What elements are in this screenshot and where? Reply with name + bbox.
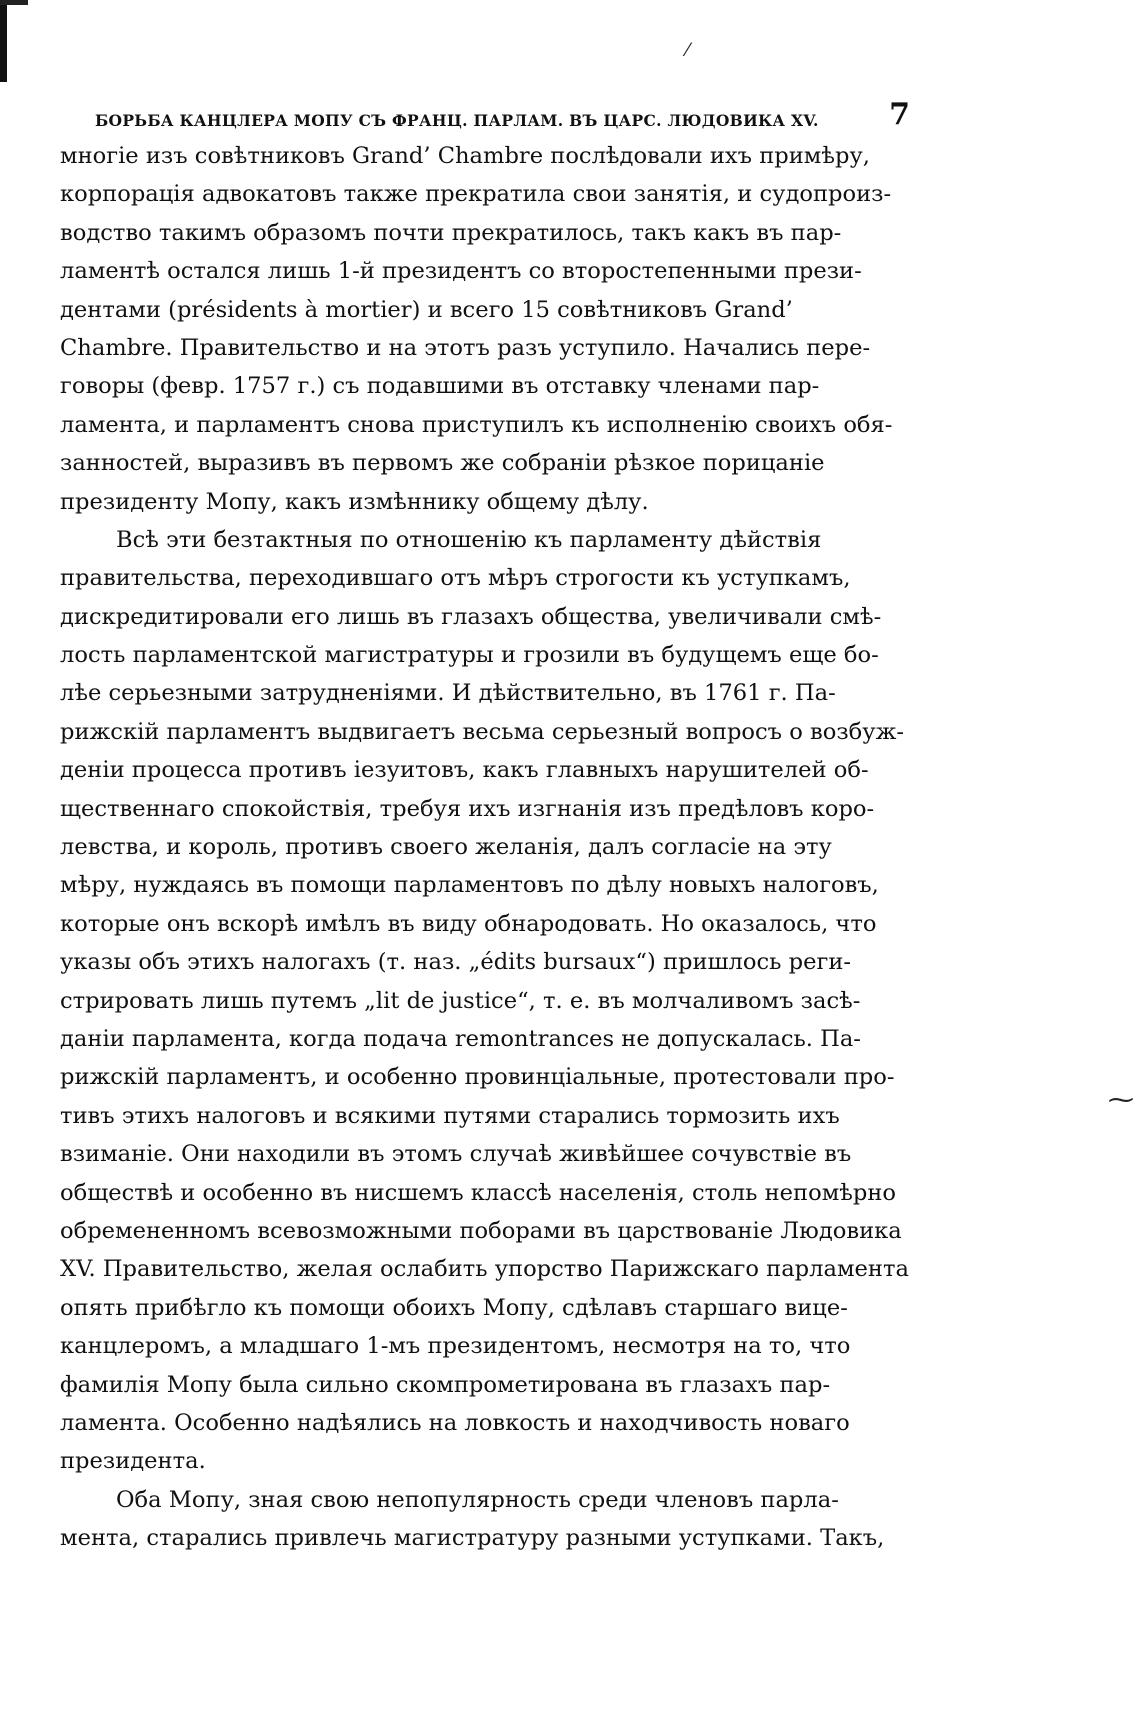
text-line: мѣру, нуждаясь въ помощи парламентовъ по дѣлу новыхъ налоговъ, xyxy=(60,872,879,899)
text-line: XV. Правительство, желая ослабить упорство Парижскаго парламента xyxy=(60,1256,909,1283)
text-line: фамилія Мопу была сильно скомпрометирована въ глазахъ пар- xyxy=(60,1371,831,1398)
text-line: тивъ этихъ налоговъ и всякими путями старались тормозить ихъ xyxy=(60,1102,840,1129)
text-line: обществѣ и особенно въ нисшемъ классѣ населенія, столь непомѣрно xyxy=(60,1179,897,1206)
text-line: лѣе серьезными затрудненіями. И дѣйствительно, въ 1761 г. Па- xyxy=(60,680,836,707)
body-text xyxy=(60,137,909,1557)
text-line: правительства, переходившаго отъ мѣръ строгости къ уступкамъ, xyxy=(60,565,851,592)
running-header xyxy=(95,92,910,130)
page-edge-mark xyxy=(0,0,7,82)
text-line: ламента, и парламентъ снова приступилъ къ исполненію своихъ обя- xyxy=(60,411,893,438)
text-line: деніи процесса противъ іезуитовъ, какъ главныхъ нарушителей об- xyxy=(60,757,869,784)
text-line: рижскій парламентъ выдвигаетъ весьма серьезный вопросъ о возбуж- xyxy=(60,718,904,745)
page-edge-mark-top xyxy=(0,0,28,5)
text-line: корпорація адвокатовъ также прекратила свои занятія, и судопроиз- xyxy=(60,181,892,208)
margin-stray-mark: ⁓ xyxy=(1108,1085,1134,1115)
text-line: Chambre. Правительство и на этотъ разъ уступило. Начались пере- xyxy=(60,334,871,361)
text-line: которые онъ вскорѣ имѣлъ въ виду обнародовать. Но оказалось, что xyxy=(60,910,877,937)
text-line: опять прибѣгло къ помощи обоихъ Мопу, сдѣлавъ старшаго вице- xyxy=(60,1294,848,1321)
text-line: щественнаго спокойствія, требуя ихъ изгнанія изъ предѣловъ коро- xyxy=(60,795,875,822)
text-line: водство такимъ образомъ почти прекратилось, такъ какъ въ пар- xyxy=(60,219,842,246)
text-line: ламентѣ остался лишь 1-й президентъ со второстепенными прези- xyxy=(60,258,862,285)
text-line: Оба Мопу, зная свою непопулярность среди членовъ парла- xyxy=(116,1486,839,1513)
top-stray-mark: ⁄ xyxy=(686,40,690,61)
text-line: занностей, выразивъ въ первомъ же собраніи рѣзкое порицаніе xyxy=(60,450,825,477)
text-line: многіе изъ совѣтниковъ Grand’ Chambre послѣдовали ихъ примѣру, xyxy=(60,143,870,169)
text-line: левства, и король, противъ своего желанія, далъ согласіе на эту xyxy=(60,834,832,861)
text-line: рижскій парламентъ, и особенно провинціальные, протестовали про- xyxy=(60,1064,895,1091)
text-line: президента. xyxy=(60,1448,206,1475)
text-line: президенту Мопу, какъ измѣннику общему дѣлу. xyxy=(60,488,649,515)
text-line: дентами (présidents à mortier) и всего 15 совѣтниковъ Grand’ xyxy=(60,296,793,323)
text-line: дискредитировали его лишь въ глазахъ общества, увеличивали смѣ- xyxy=(60,603,882,630)
page-number: 7 xyxy=(889,97,910,132)
text-line: ламента. Особенно надѣялись на ловкость и находчивость новаго xyxy=(60,1409,850,1436)
text-line: взиманіе. Они находили въ этомъ случаѣ живѣйшее сочувствіе въ xyxy=(60,1141,852,1168)
text-line: указы объ этихъ налогахъ (т. наз. „édits bursaux“) пришлось реги- xyxy=(60,949,852,976)
text-line: канцлеромъ, а младшаго 1-мъ президентомъ, несмотря на то, что xyxy=(60,1333,851,1360)
text-line: стрировать лишь путемъ „lit de justice“, т. е. въ молчаливомъ засѣ- xyxy=(60,987,861,1014)
text-line: обремененномъ всевозможными поборами въ царствованіе Людовика xyxy=(60,1217,902,1244)
text-line: даніи парламента, когда подача remontrances не допускалась. Па- xyxy=(60,1025,861,1052)
running-title: БОРЬБА КАНЦЛЕРА МОПУ СЪ ФРАНЦ. ПАРЛАМ. ВЪ ЦАРС. ЛЮДОВИКА XV. xyxy=(95,111,819,130)
text-line: лость парламентской магистратуры и грозили въ будущемъ еще бо- xyxy=(60,642,879,669)
text-line: Всѣ эти безтактныя по отношенію къ парламенту дѣйствія xyxy=(116,526,822,553)
text-line: мента, старались привлечь магистратуру разными уступками. Такъ, xyxy=(60,1525,885,1552)
text-line: говоры (февр. 1757 г.) съ подавшими въ отставку членами пар- xyxy=(60,373,820,400)
